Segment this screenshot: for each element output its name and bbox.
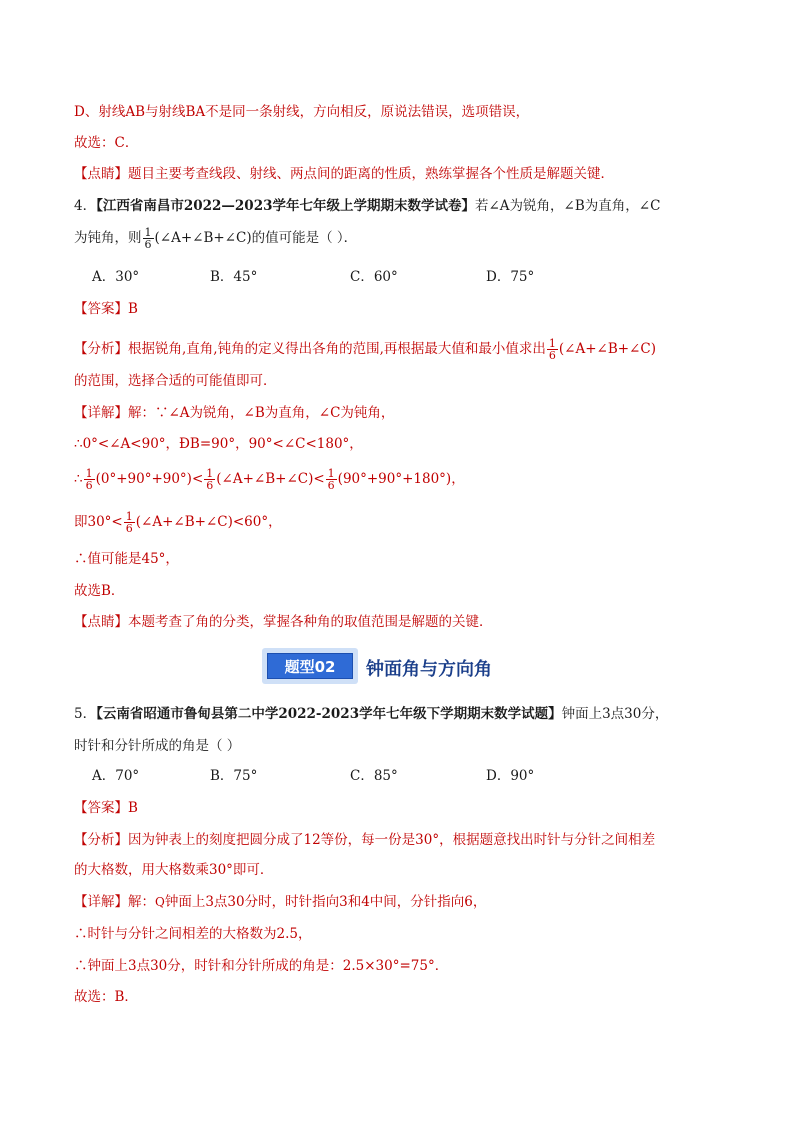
analysis-tag: 【分析】 bbox=[74, 832, 128, 848]
fraction-one-sixth bbox=[124, 511, 135, 534]
fraction-denominator: 6 bbox=[85, 479, 93, 492]
fraction-one-sixth bbox=[204, 468, 215, 491]
q4-stem-line2 bbox=[74, 227, 724, 250]
detail-text: 钟面上3点30分时，时针指向3和4中间，分针指向6， bbox=[164, 894, 487, 910]
q4-stem-line1 bbox=[74, 197, 724, 215]
fraction-numerator: 1 bbox=[144, 226, 152, 239]
comment-tag: 【点睛】 bbox=[74, 166, 128, 182]
section-badge bbox=[262, 648, 358, 684]
answer-tag: 【答案】 bbox=[74, 301, 128, 317]
comment-tag: 【点睛】 bbox=[74, 614, 128, 630]
q4-source: 【江西省南昌市2022—2023学年七年级上学期期末数学试卷】 bbox=[96, 198, 475, 214]
q4-option-a: A．30° bbox=[92, 269, 140, 285]
q3-choice: 故选：C． bbox=[74, 135, 139, 151]
answer-value: B bbox=[128, 301, 138, 317]
q3-option-d-explanation: D、射线AB与射线BA不是同一条射线，方向相反，原说法错误，选项错误， bbox=[74, 104, 530, 120]
fraction-numerator: 1 bbox=[125, 510, 133, 523]
analysis-expr: (∠A+∠B+∠C) bbox=[558, 341, 656, 357]
fraction-denominator: 6 bbox=[144, 238, 152, 251]
fraction-denominator: 6 bbox=[548, 349, 556, 362]
therefore-symbol: ∴ bbox=[74, 471, 83, 487]
q4-stem-post: 的值可能是（ ）． bbox=[251, 230, 358, 246]
q5-analysis-line1 bbox=[74, 831, 724, 849]
detail-tag: 【详解】 bbox=[74, 894, 128, 910]
comment-text: 本题考查了角的分类，掌握各种角的取值范围是解题的关键． bbox=[128, 614, 493, 630]
section-title: 钟面角与方向角 bbox=[366, 659, 492, 680]
q4-answer bbox=[74, 300, 724, 318]
q4-detail-line5: ∴值可能是45°， bbox=[74, 551, 179, 567]
q5-choice: 故选：B． bbox=[74, 989, 138, 1005]
q4-analysis-line2: 的范围，选择合适的可能值即可． bbox=[74, 373, 277, 389]
q5-option-b: B．75° bbox=[210, 768, 258, 784]
because-icon: Q bbox=[155, 895, 165, 909]
inequality-part-b: (∠A+∠B+∠C)< bbox=[216, 471, 325, 487]
fraction-one-sixth bbox=[84, 468, 95, 491]
q5-number: 5． bbox=[74, 706, 97, 722]
q4-detail-line3 bbox=[74, 468, 724, 491]
section-badge-label: 题型02 bbox=[267, 653, 353, 679]
detail-tag: 【详解】 bbox=[74, 405, 128, 421]
comment-text: 题目主要考查线段、射线、两点间的距离的性质，熟练掌握各个性质是解题关键． bbox=[128, 166, 614, 182]
answer-tag: 【答案】 bbox=[74, 800, 128, 816]
fraction-denominator: 6 bbox=[206, 479, 214, 492]
q5-detail-line3: ∴钟面上3点30分，时针和分针所成的角是：2.5×30°=75°． bbox=[74, 958, 449, 974]
q4-stem-expr: (∠A+∠B+∠C) bbox=[154, 230, 252, 246]
q5-option-a: A．70° bbox=[92, 768, 140, 784]
fraction-denominator: 6 bbox=[125, 522, 133, 535]
detail-text: 解：∵∠A为锐角，∠B为直角，∠C为钝角， bbox=[128, 405, 395, 421]
fraction-numerator: 1 bbox=[85, 467, 93, 480]
q4-stem-text: 若∠A为锐角，∠B为直角，∠C bbox=[475, 198, 661, 214]
q5-detail-line1 bbox=[74, 893, 724, 911]
inequality-part-a: (0°+90°+90°)< bbox=[95, 471, 204, 487]
q5-analysis-line2: 的大格数，用大格数乘30°即可． bbox=[74, 862, 274, 878]
q4-detail-line1 bbox=[74, 404, 724, 422]
fraction-numerator: 1 bbox=[548, 337, 556, 350]
q4-option-d: D．75° bbox=[486, 269, 535, 285]
q4-stem-pre: 为钝角，则 bbox=[74, 230, 142, 246]
q5-answer bbox=[74, 799, 724, 817]
q5-stem-line2: 时针和分针所成的角是（ ） bbox=[74, 738, 241, 754]
q5-stem-text: 钟面上3点30分， bbox=[561, 706, 669, 722]
fraction-denominator: 6 bbox=[327, 479, 335, 492]
fraction-numerator: 1 bbox=[206, 467, 214, 480]
analysis-text: 根据锐角,直角,钝角的定义得出各角的范围,再根据最大值和最小值求出 bbox=[128, 341, 546, 357]
q4-choice: 故选B． bbox=[74, 583, 125, 599]
q5-option-c: C．85° bbox=[350, 768, 398, 784]
fraction-one-sixth bbox=[326, 468, 337, 491]
inequality-part-c: (90°+90°+180°)， bbox=[337, 471, 465, 487]
q5-option-d: D．90° bbox=[486, 768, 535, 784]
fraction-one-sixth bbox=[143, 227, 154, 250]
q4-detail-line2: ∴0°<∠A<90°，ÐB=90°，90°<∠C<180°， bbox=[74, 436, 363, 452]
q4-number: 4． bbox=[74, 198, 97, 214]
answer-value: B bbox=[128, 800, 138, 816]
q4-comment bbox=[74, 613, 724, 631]
detail-lead: 解： bbox=[128, 894, 155, 910]
q4-detail-line4 bbox=[74, 511, 724, 534]
q3-comment bbox=[74, 165, 724, 183]
q5-source: 【云南省昭通市鲁甸县第二中学2022-2023学年七年级下学期期末数学试题】 bbox=[96, 706, 562, 722]
inequality-tail: (∠A+∠B+∠C)<60°， bbox=[135, 514, 282, 530]
q4-option-c: C．60° bbox=[350, 269, 398, 285]
fraction-numerator: 1 bbox=[327, 467, 335, 480]
q5-stem-line1 bbox=[74, 705, 724, 723]
fraction-one-sixth bbox=[547, 338, 558, 361]
analysis-text: 因为钟表上的刻度把圆分成了12等份，每一份是30°，根据题意找出时针与分针之间相差 bbox=[128, 832, 656, 848]
analysis-tag: 【分析】 bbox=[74, 341, 128, 357]
q4-analysis-line1 bbox=[74, 338, 724, 361]
q4-option-b: B．45° bbox=[210, 269, 258, 285]
q5-detail-line2: ∴时针与分针之间相差的大格数为2.5， bbox=[74, 926, 312, 942]
inequality-lead: 即30°< bbox=[74, 514, 123, 530]
